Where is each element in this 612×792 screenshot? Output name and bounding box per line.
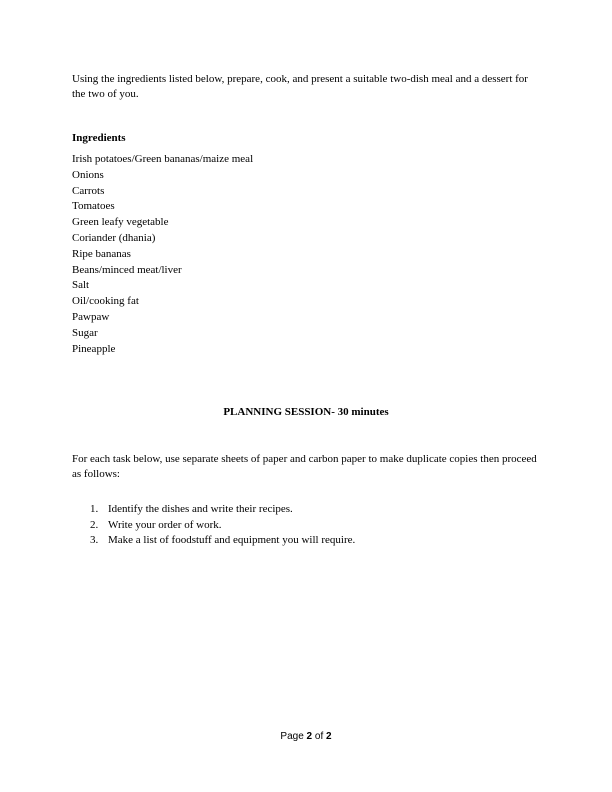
ingredient-item: Ripe bananas [72,247,131,260]
current-page-number: 2 [306,731,313,742]
ingredient-item: Irish potatoes/Green bananas/maize meal [72,153,254,165]
ingredient-item: Salt [72,279,90,292]
ingredient-item: Beans/minced meat/liver [72,263,182,276]
step-text: Write your order of work. [108,518,222,531]
ingredient-item: Coriander (dhania) [72,231,156,244]
ingredient-item: Tomatoes [72,200,115,213]
ingredient-item: Pineapple [72,342,116,355]
ingredients-list [72,152,253,357]
page-footer [0,731,612,743]
task-step [90,533,355,549]
ingredients-heading: Ingredients [72,132,126,144]
task-step [90,518,355,534]
intro-paragraph: Using the ingredients listed below, prepare, cook, and present a suitable two-dish meal and a dessert for the two of you. [72,73,528,100]
ingredient-item: Sugar [72,326,98,339]
ingredient-item: Oil/cooking fat [72,295,139,308]
page-label: Page [280,731,304,742]
step-number: 2. [90,518,99,531]
step-text: Identify the dishes and write their recipes. [108,503,293,515]
step-number: 1. [90,503,99,515]
total-pages-number: 2 [326,731,332,742]
ingredient-item: Carrots [72,184,105,197]
step-text: Make a list of foodstuff and equipment you will require. [108,534,356,546]
task-step [90,502,355,518]
task-steps-list [90,502,355,549]
ingredient-item: Onions [72,168,104,181]
planning-session-heading: PLANNING SESSION- 30 minutes [223,406,389,418]
ingredient-item: Green leafy vegetable [72,216,169,229]
of-label: of [314,731,324,742]
task-instructions: For each task below, use separate sheets of paper and carbon paper to make duplicate copies then proceed as follows: [72,453,537,480]
ingredient-item: Pawpaw [72,310,110,323]
step-number: 3. [90,534,99,546]
